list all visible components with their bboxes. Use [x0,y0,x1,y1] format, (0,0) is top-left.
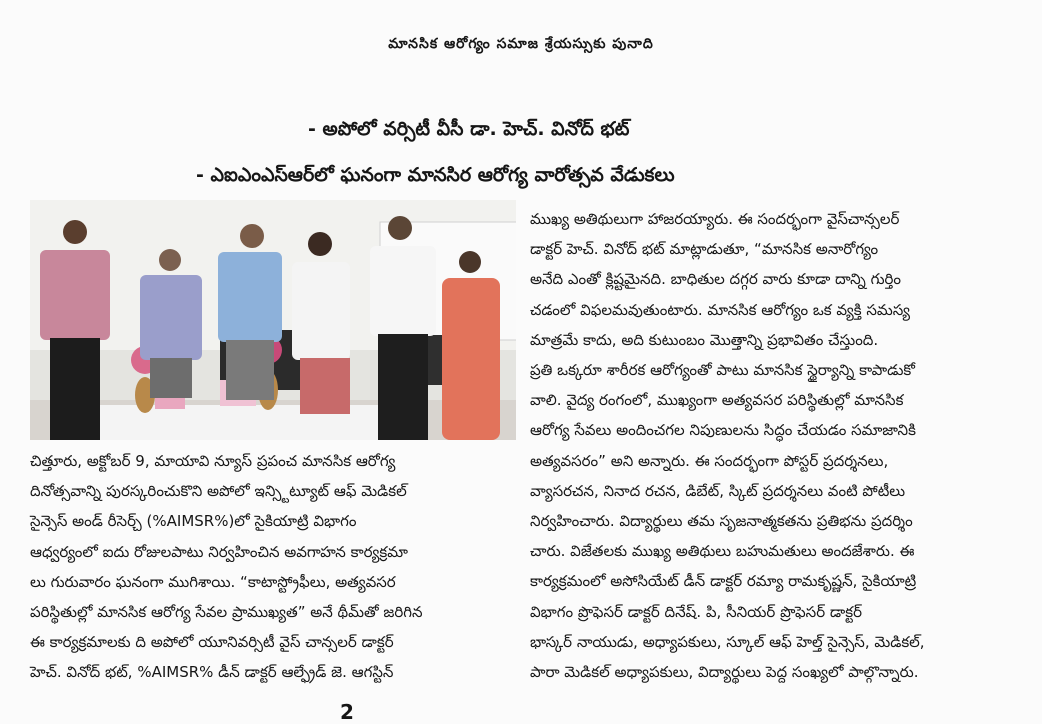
article-line: ఈ కార్యక్రమాలకు ది అపోలో యూనివర్సిటీ వైస్ చాన్సలర్ డాక్టర్ [30,633,394,652]
subheading-vc: - అపోలో వర్సిటీ వీసీ డా. హెచ్. వినోద్ భట్ [308,118,630,140]
article-line: అనేది ఎంతో క్లిష్టమైనది. బాధితుల దగ్గర వారు కూడా దాన్ని గుర్తిం [530,270,902,289]
article-line: ఆధ్వర్యంలో ఐదు రోజులపాటు నిర్వహించిన అవగాహన కార్యక్రమా [30,542,408,561]
page-number: 2 [340,700,354,724]
article-line: ప్రతి ఒక్కరూ శారీరక ఆరోగ్యంతో పాటు మానసిక స్థైర్యాన్ని కాపాడుకో [530,361,916,380]
article-line: డాక్టర్ హెచ్. వినోద్ భట్ మాట్లాడుతూ, “మానసిక అనారోగ్యం [530,240,879,259]
article-line: వ్యాసరచన, నినాద రచన, డిబేట్, స్కిట్ ప్రదర్శనలు వంటి పోటీలు [530,481,906,500]
article-line: నిర్వహించారు. విద్యార్థులు తమ సృజనాత్మకతను ప్రతిభను ప్రదర్శిం [530,512,913,531]
article-line: హెచ్. వినోద్ భట్, %AIMSR% డీన్ డాక్టర్ ఆల్ఫ్రేడ్ జె. ఆగస్టిన్ [30,663,394,682]
article-line: సైన్సెస్ అండ్ రీసెర్చ్ (%AIMSR%)లో సైకియాట్రి విభాగం [30,512,357,531]
article-line: దినోత్సవాన్ని పురస్కరించుకొని అపోలో ఇన్స్టిట్యూట్ ఆఫ్ మెడికల్ [30,482,407,501]
article-line: విభాగం ప్రొఫెసర్ డాక్టర్ దినేష్. పి, సీనియర్ ప్రొఫెసర్ డాక్టర్ [530,602,862,621]
article-line: లు గురువారం ఘనంగా ముగిశాయి. “కాటాస్ట్రోఫీలు, అత్యవసర [30,572,396,591]
article-line: చడంలో విఫలమవుతుంటారు. మానసిక ఆరోగ్యం ఒక వ్యక్తి సమస్య [530,300,911,319]
article-line: చిత్తూరు, అక్టోబర్ 9, మాయావి న్యూస్ ప్రపంచ మానసిక ఆరోగ్య [30,452,396,470]
article-line: భాస్కర్ నాయుడు, అధ్యాపకులు, స్కూల్ ఆఫ్ హెల్త్ సైన్సెస్, మెడికల్, [530,632,925,651]
article-line: పారా మెడికల్ అధ్యాపకులు, విద్యార్థులు పెద్ద సంఖ్యలో పాల్గొన్నారు. [530,663,919,682]
article-line: అత్యవసరం” అని అన్నారు. ఈ సందర్భంగా పోస్టర్ ప్రదర్శనలు, [530,451,889,470]
article-left-column [30,446,518,688]
article-line: పరిస్థితుల్లో మానసిక ఆరోగ్య సేవల ప్రాముఖ్యత” అనే థీమ్‌తో జరిగిన [30,603,423,622]
headline: మానసిక ఆరోగ్యం సమాజ శ్రేయస్సుకు పునాది [388,36,654,52]
article-right-column [530,204,1022,687]
article-line: ఆరోగ్య సేవలు అందించగల నిపుణులను సిద్ధం చేయడం సమాజానికి [530,421,916,440]
article-line: మాత్రమే కాదు, అది కుటుంబం మొత్తాన్ని ప్రభావితం చేస్తుంది. [530,330,879,349]
article-line: వాలి. వైద్య రంగంలో, ముఖ్యంగా అత్యవసర పరిస్థితుల్లో మానసిక [530,391,904,410]
subheading-event: - ఎఐఎంఎస్ఆర్‌లో ఘనంగా మానసిర ఆరోగ్య వారోత్సవ వేడుకలు [196,164,675,186]
event-photo [30,200,516,440]
article-line: చారు. విజేతలకు ముఖ్య అతిథులు బహుమతులు అందజేశారు. ఈ [530,542,915,561]
article-line: ముఖ్య అతిథులుగా హాజరయ్యారు. ఈ సందర్భంగా వైస్‌చాన్సలర్ [530,210,900,228]
article-line: కార్యక్రమంలో అసోసియేట్ డీన్ డాక్టర్ రమ్యా రామకృష్ణన్, సైకియాట్రి [530,572,917,591]
